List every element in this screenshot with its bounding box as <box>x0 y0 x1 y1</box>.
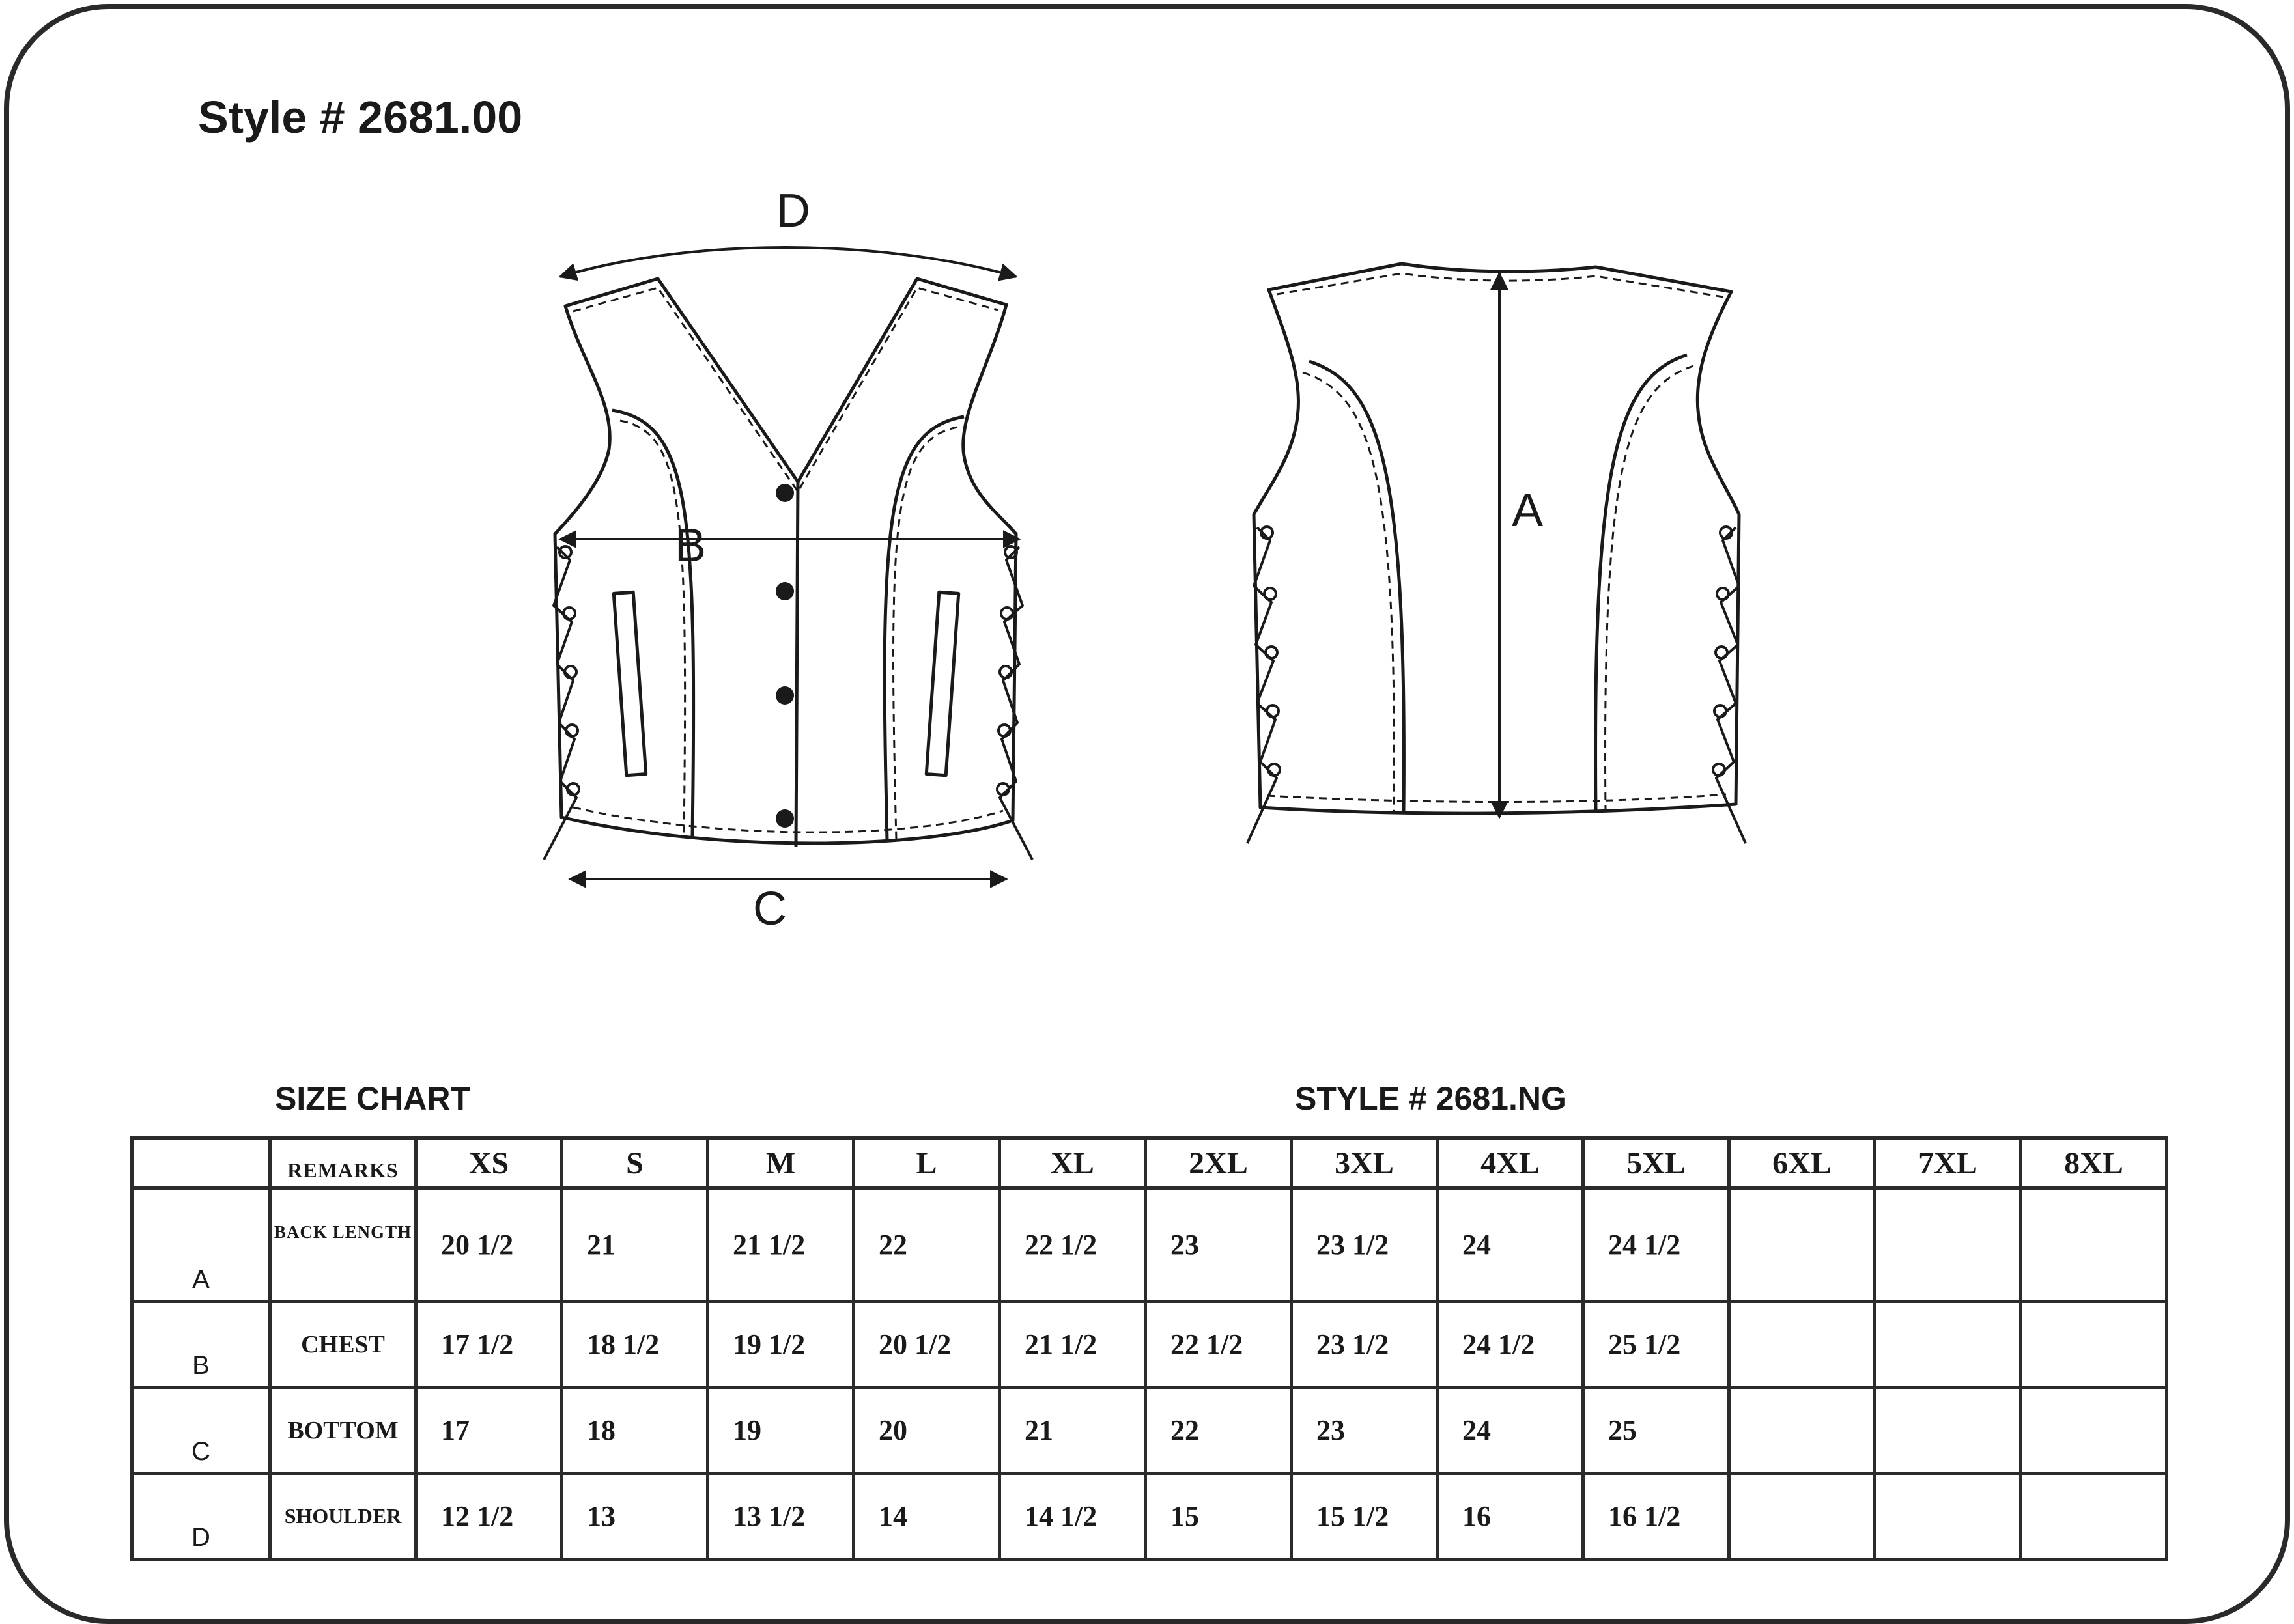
table-cell: 17 1/2 <box>416 1302 562 1388</box>
size-header: 8XL <box>2021 1138 2167 1188</box>
table-cell: 20 1/2 <box>416 1188 562 1302</box>
back-vest-outline <box>1254 264 1739 813</box>
button-dot <box>776 686 794 705</box>
table-cell <box>1875 1188 2021 1302</box>
table-cell: 16 1/2 <box>1583 1474 1729 1560</box>
back-vest-drawing <box>1247 264 1746 843</box>
size-header: 7XL <box>1875 1138 2021 1188</box>
row-remark: BOTTOM <box>270 1388 416 1474</box>
front-buttons <box>776 484 794 828</box>
table-cell <box>2021 1302 2167 1388</box>
table-cell: 23 <box>1292 1388 1437 1474</box>
row-code: C <box>132 1388 270 1474</box>
table-cell <box>1729 1474 1875 1560</box>
table-cell: 12 1/2 <box>416 1474 562 1560</box>
table-cell: 24 <box>1437 1188 1583 1302</box>
table-cell: 24 1/2 <box>1583 1188 1729 1302</box>
row-remark: BACK LENGTH <box>270 1188 416 1302</box>
remarks-header: REMARKS <box>270 1138 416 1188</box>
row-code: B <box>132 1302 270 1388</box>
table-cell <box>1729 1188 1875 1302</box>
table-cell: 23 1/2 <box>1292 1302 1437 1388</box>
table-cell: 21 1/2 <box>1000 1302 1146 1388</box>
table-cell: 22 <box>1146 1388 1292 1474</box>
table-cell: 22 1/2 <box>1146 1302 1292 1388</box>
size-header-row <box>132 1138 2167 1188</box>
table-row <box>132 1474 2167 1560</box>
style-ng-label: STYLE # 2681.NG <box>1295 1080 1566 1117</box>
table-cell: 23 1/2 <box>1292 1188 1437 1302</box>
table-cell: 19 <box>708 1388 854 1474</box>
table-cell <box>1875 1474 2021 1560</box>
table-cell <box>2021 1474 2167 1560</box>
table-cell: 15 1/2 <box>1292 1474 1437 1560</box>
row-code: D <box>132 1474 270 1560</box>
row-code: A <box>132 1188 270 1302</box>
table-cell: 25 1/2 <box>1583 1302 1729 1388</box>
table-cell: 23 <box>1146 1188 1292 1302</box>
row-remark: CHEST <box>270 1302 416 1388</box>
table-cell <box>1729 1388 1875 1474</box>
row-remark: SHOULDER <box>270 1474 416 1560</box>
front-vest-drawing <box>544 279 1032 860</box>
table-cell: 18 1/2 <box>562 1302 708 1388</box>
table-cell <box>1729 1302 1875 1388</box>
table-cell <box>1875 1388 2021 1474</box>
table-cell <box>2021 1388 2167 1474</box>
size-header: M <box>708 1138 854 1188</box>
size-chart-table <box>130 1136 2168 1561</box>
button-dot <box>776 809 794 828</box>
table-cell: 13 1/2 <box>708 1474 854 1560</box>
size-header: XS <box>416 1138 562 1188</box>
size-header: L <box>854 1138 1000 1188</box>
size-header: 3XL <box>1292 1138 1437 1188</box>
size-header: 6XL <box>1729 1138 1875 1188</box>
size-header: XL <box>1000 1138 1146 1188</box>
size-header: S <box>562 1138 708 1188</box>
size-chart-label: SIZE CHART <box>275 1080 470 1117</box>
table-cell: 22 <box>854 1188 1000 1302</box>
table-row <box>132 1188 2167 1302</box>
dimension-letter-b: B <box>674 520 707 572</box>
table-cell: 20 <box>854 1388 1000 1474</box>
table-cell: 15 <box>1146 1474 1292 1560</box>
table-cell: 19 1/2 <box>708 1302 854 1388</box>
table-cell: 20 1/2 <box>854 1302 1000 1388</box>
button-dot <box>776 582 794 600</box>
dimension-letter-c: C <box>753 883 787 935</box>
size-header: 5XL <box>1583 1138 1729 1188</box>
button-dot <box>776 484 794 502</box>
size-header: 4XL <box>1437 1138 1583 1188</box>
table-cell: 21 <box>562 1188 708 1302</box>
table-cell: 21 1/2 <box>708 1188 854 1302</box>
table-cell: 17 <box>416 1388 562 1474</box>
table-cell <box>2021 1188 2167 1302</box>
table-cell: 25 <box>1583 1388 1729 1474</box>
table-row <box>132 1388 2167 1474</box>
table-cell: 16 <box>1437 1474 1583 1560</box>
table-cell: 13 <box>562 1474 708 1560</box>
table-cell: 24 <box>1437 1388 1583 1474</box>
table-row <box>132 1302 2167 1388</box>
table-cell: 24 1/2 <box>1437 1302 1583 1388</box>
table-cell: 18 <box>562 1388 708 1474</box>
table-cell <box>1875 1302 2021 1388</box>
dimension-letter-a: A <box>1511 484 1544 537</box>
dimension-arrow-d <box>560 247 1016 277</box>
table-cell: 14 <box>854 1474 1000 1560</box>
corner-cell <box>132 1138 270 1188</box>
table-cell: 14 1/2 <box>1000 1474 1146 1560</box>
table-cell: 22 1/2 <box>1000 1188 1146 1302</box>
table-cell: 21 <box>1000 1388 1146 1474</box>
dimension-letter-d: D <box>776 185 810 237</box>
size-header: 2XL <box>1146 1138 1292 1188</box>
style-title: Style # 2681.00 <box>198 92 523 143</box>
